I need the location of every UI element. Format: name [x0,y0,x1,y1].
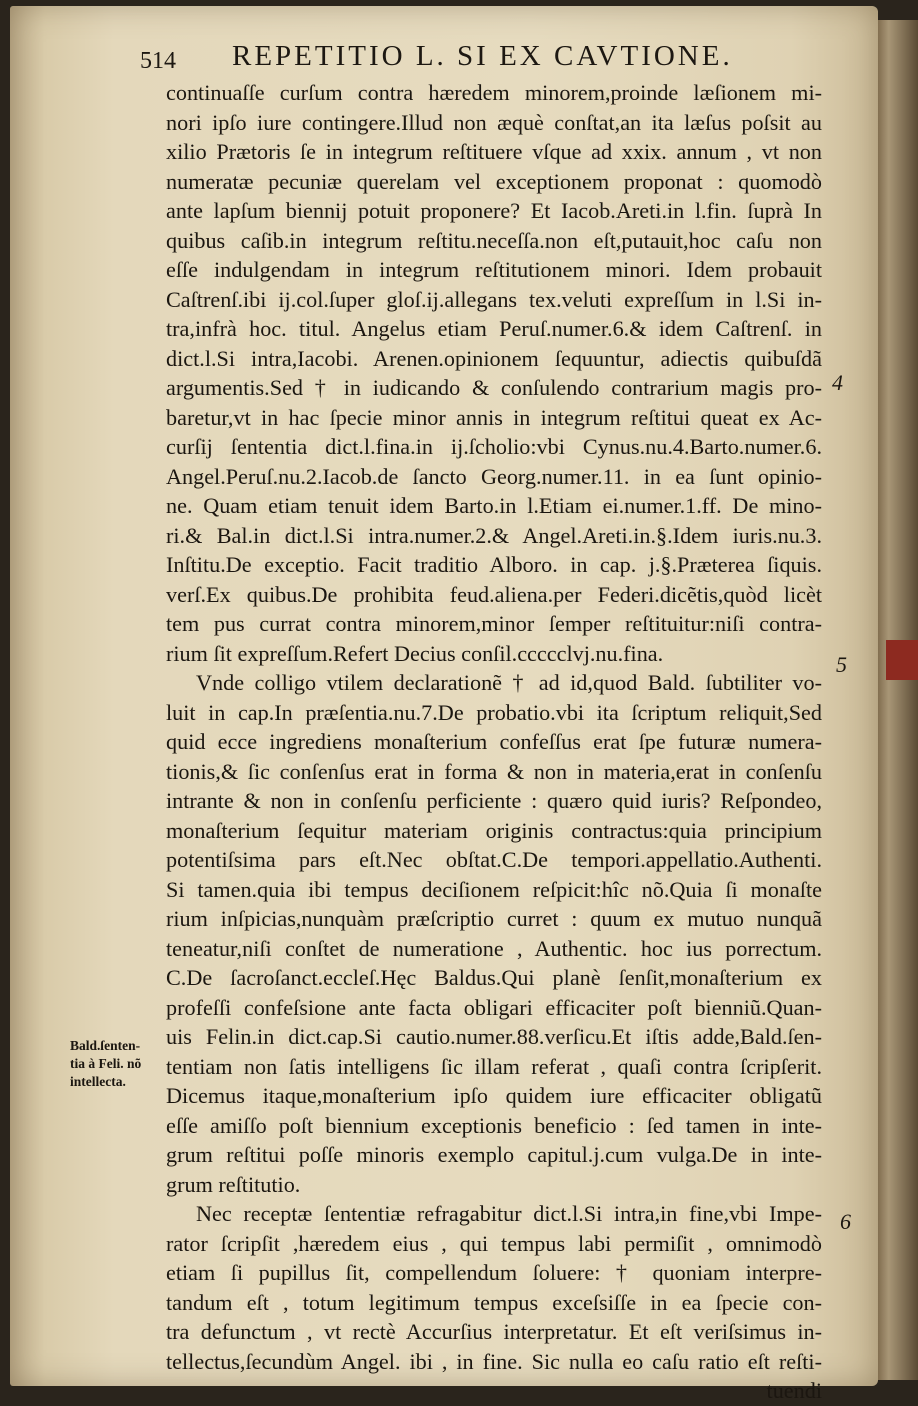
text-line: Angel.Peruſ.nu.2.Iacob.de ſancto Georg.numer.11. in ea ſunt opinio- [166,463,822,489]
text-line: Nec receptæ ſententiæ refragabitur dict.l.Si intra,in fine,vbi Impe- [196,1201,822,1226]
text-line: tentiam non ſatis intelligens ſic illam referat , quaſi contra ſcripſerit. [166,1053,822,1079]
text-line: etiam ſi pupillus ſit, compellendum ſoluere: † quoniam interpre- [166,1260,822,1285]
side-note [70,1037,168,1091]
text-line: Dicemus itaque,monaſterium ipſo quidem iure efficaciter obligatũ [166,1083,822,1108]
text-line: numeratæ pecuniæ querelam vel exceptionem proponat : quomodò [166,168,822,194]
text-line: Vnde colligo vtilem declarationẽ † ad id,quod Bald. ſubtiliter vo- [196,670,822,695]
text-line: dict.l.Si intra,Iacobi. Arenen.opinionem ſequuntur, adiectis quibuſdã [166,345,822,371]
text-line: baretur,vt in hac ſpecie minor annis in integrum reſtitui queat ex Ac- [166,404,822,430]
text-line: verſ.Ex quibus.De prohibita feud.aliena.per Federi.dicẽtis,quòd licèt [166,581,822,607]
text-line: teneatur,niſi conſtet de numeratione , Authentic. hoc ius porrectum. [166,935,822,961]
text-line: uis Felin.in dict.cap.Si cautio.numer.88.verſicu.Et iſtis adde,Bald.ſen- [166,1024,822,1049]
text-line: quid ecce ingrediens monaſterium confeſſus erat ſpe futuræ numera- [166,729,822,754]
text-line: xilio Prætoris ſe in integrum reſtituere vſque ad xxix. annum , vt non [166,139,822,164]
text-line: grum reſtitutio. [166,1171,301,1197]
page-number: 514 [140,48,176,74]
text-line: grum reſtitui poſſe minoris exemplo capitul.j.cum vulga.De in inte- [166,1142,822,1167]
text-line: rium inſpicias,nunquàm præſcriptio curret : quum ex mutuo nunquã [166,906,822,931]
text-line: ne. Quam etiam tenuit idem Barto.in l.Etiam ei.numer.1.ff. De mino- [166,493,822,518]
text-line: curſij ſententia dict.l.fina.in ij.ſcholio:vbi Cynus.nu.4.Barto.numer.6. [166,434,822,459]
running-title: REPETITIO L. SI EX CAVTIONE. [232,40,733,72]
text-line: nori ipſo iure contingere.Illud non æquè conſtat,an ita læſus poſsit au [166,109,822,135]
margin-number: 5 [836,652,847,677]
adjacent-page-edge [876,20,918,1380]
side-note-line: intellecta. [70,1074,126,1089]
text-line: eſſe amiſſo poſt biennium exceptionis beneficio : ſed tamen in inte- [166,1112,822,1138]
text-line: potentiſsima pars eſt.Nec obſtat.C.De tempori.appellatio.Authenti. [166,847,822,872]
text-line: tionis,& ſic conſenſus erat in forma & non in materia,erat in conſenſu [166,758,822,784]
text-line: Si tamen.quia ibi tempus deciſionem reſpicit:hîc nõ.Quia ſi monaſte [166,876,822,902]
side-note-line: Bald.ſenten- [70,1038,141,1053]
text-line: rator ſcripſit ,hæredem eius , qui tempus labi permiſit , omnimodò [166,1230,822,1256]
text-line: intrante & non in conſenſu perficiente : quæro quid iuris? Reſpondeo, [166,788,822,813]
text-line: continuaſſe curſum contra hæredem minorem,proinde læſionem mi- [166,80,822,105]
text-line: eſſe indulgendam in integrum reſtitutionem minori. Idem probauit [166,257,822,282]
text-line: quibus caſib.in integrum reſtitu.neceſſa.non eſt,putauit,hoc caſu non [166,227,822,253]
text-line: ri.& Bal.in dict.l.Si intra.numer.2.& Angel.Areti.in.§.Idem iuris.nu.3. [166,522,822,548]
margin-number: 6 [840,1209,851,1234]
text-line: Inſtitu.De exceptio. Facit traditio Alboro. in cap. j.§.Præterea ſiquis. [166,552,822,577]
text-line: luit in cap.In præſentia.nu.7.De probatio.vbi ita ſcriptum reliquit,Sed [166,699,822,725]
text-line: tra defunctum , vt rectè Accurſius interpretatur. Et eſt veriſsimus in- [166,1319,822,1344]
page-header [140,40,860,80]
text-line: monaſterium ſequitur materiam originis contractus:quia principium [166,817,822,843]
text-line: tem pus currat contra minorem,minor ſemper reſtituitur:niſi contra- [166,611,822,636]
text-line: argumentis.Sed † in iudicando & conſulendo contrarium magis pro- [166,375,822,400]
margin-number: 4 [832,370,843,395]
text-line: tra,infrà hoc. titul. Angelus etiam Peruſ.numer.6.& idem Caſtrenſ. in [166,316,822,341]
book-tab [886,640,918,680]
text-line: tellectus,ſecundùm Angel. ibi , in fine. Sic nulla eo caſu ratio eſt reſti- [166,1348,822,1374]
side-note-line: tia à Feli. nõ [70,1056,142,1071]
text-line: rium ſit expreſſum.Refert Decius conſil.ccccclvj.nu.fina. [166,640,664,666]
text-line: ante lapſum biennij potuit proponere? Et Iacob.Areti.in l.fin. ſuprà In [166,198,822,223]
text-line: C.De ſacroſanct.eccleſ.Hęc Baldus.Qui planè ſenſit,monaſterium ex [166,965,822,990]
text-line: profeſſi confeſsione ante facta obligari efficaciter poſt bienniũ.Quan- [166,994,822,1020]
catchword: tuendi [766,1378,822,1403]
body-text [166,78,822,1406]
text-line: Caſtrenſ.ibi ij.col.ſuper gloſ.ij.allegans tex.veluti expreſſum in l.Si in- [166,286,822,312]
text-line: tandum eſt , totum legitimum tempus exceſsiſſe in ea ſpecie con- [166,1289,822,1315]
